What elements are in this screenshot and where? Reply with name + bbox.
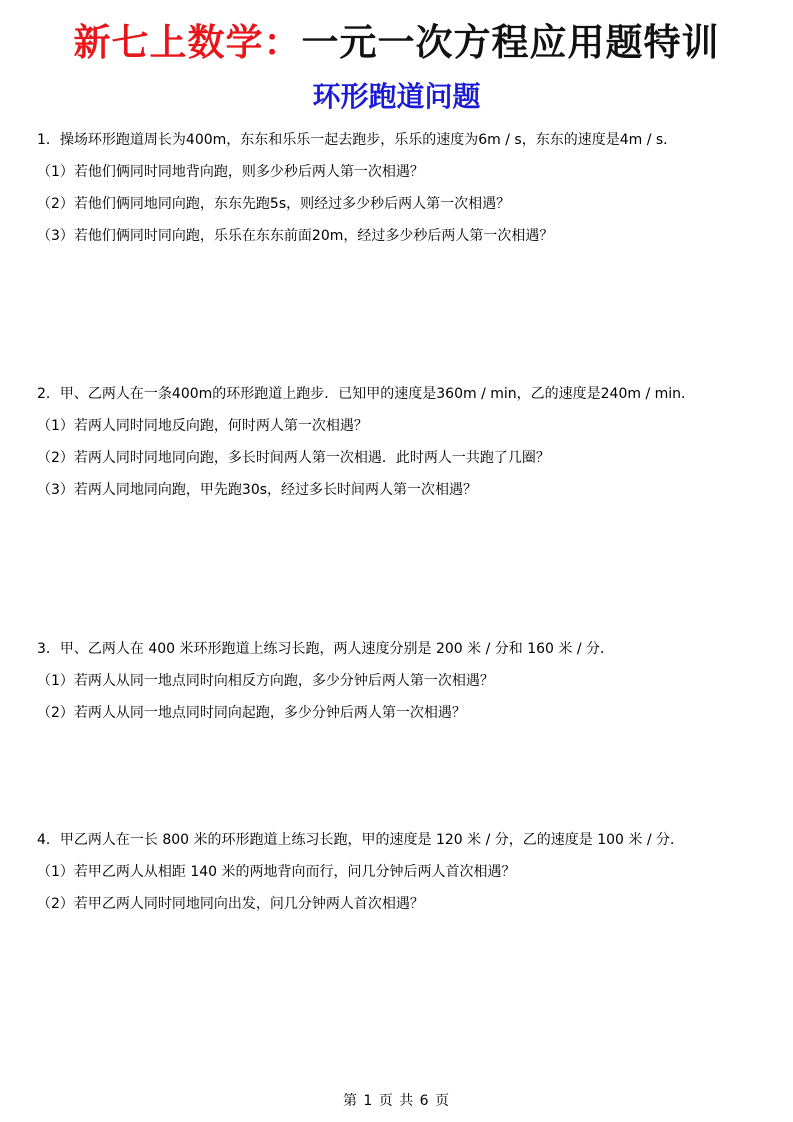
page-number: 第 1 页 共 6 页 [342, 1093, 451, 1109]
problem-2-part-3: （3）若两人同地同向跑，甲先跑30s，经过多长时间两人第一次相遇？ [37, 482, 478, 498]
problem-2-stem: 2．甲、乙两人在一条400m的环形跑道上跑步．已知甲的速度是360m / min，乙的速度是240m / min． [37, 386, 696, 402]
problem-4-stem: 4．甲乙两人在一长 800 米的环形跑道上练习长跑，甲的速度是 120 米 / 分，乙的速度是 100 米 / 分． [37, 832, 685, 848]
problem-1-stem: 1．操场环形跑道周长为400m，东东和乐乐一起去跑步，乐乐的速度为6m / s，东东的速度是4m / s． [37, 132, 678, 148]
problem-3-part-1: （1）若两人从同一地点同时向相反方向跑，多少分钟后两人第一次相遇？ [37, 673, 494, 689]
page-subtitle: 环形跑道问题 [312, 80, 481, 113]
problem-3-part-2: （2）若两人从同一地点同时同向起跑，多少分钟后两人第一次相遇？ [37, 705, 466, 721]
problem-2-part-2: （2）若两人同时同地同向跑，多长时间两人第一次相遇．此时两人一共跑了几圈？ [37, 450, 550, 466]
title-black-part: 一元一次方程应用题特训 [301, 21, 720, 64]
page-title [0, 18, 793, 68]
problem-3-stem: 3．甲、乙两人在 400 米环形跑道上练习长跑，两人速度分别是 200 米 / 分和 160 米 / 分． [37, 641, 615, 657]
problem-1-part-3: （3）若他们俩同时同向跑，乐乐在东东前面20m，经过多少秒后两人第一次相遇？ [37, 228, 554, 244]
problem-4-part-2: （2）若甲乙两人同时同地同向出发，问几分钟两人首次相遇？ [37, 896, 424, 912]
title-red-part: 新七上数学： [73, 21, 302, 64]
problem-1-part-1: （1）若他们俩同时同地背向跑，则多少秒后两人第一次相遇？ [37, 164, 424, 180]
problem-4-part-1: （1）若甲乙两人从相距 140 米的两地背向而行，问几分钟后两人首次相遇？ [37, 864, 516, 880]
problem-2-part-1: （1）若两人同时同地反向跑，何时两人第一次相遇？ [37, 418, 368, 434]
problem-1-part-2: （2）若他们俩同地同向跑，东东先跑5s，则经过多少秒后两人第一次相遇？ [37, 196, 511, 212]
